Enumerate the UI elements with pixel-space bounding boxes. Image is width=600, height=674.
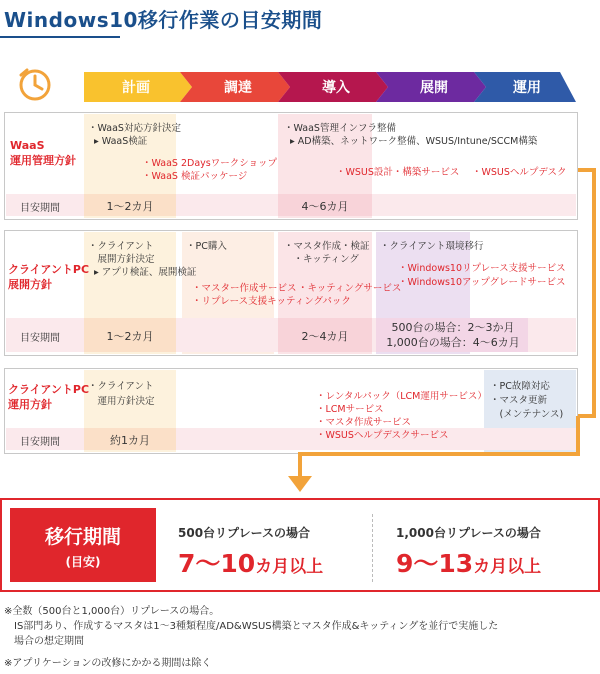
result-label-box bbox=[10, 508, 156, 582]
deploy-rollout-service-1: ・Windows10リプレース支援サービス bbox=[398, 263, 566, 274]
op-service-2: ・LCMサービス bbox=[316, 404, 384, 415]
title-underline bbox=[0, 36, 120, 38]
waas-plan-item-2: ▸ WaaS検証 bbox=[94, 136, 148, 147]
deploy-rollout-service-2: ・Windows10アップグレードサービス bbox=[398, 277, 566, 288]
deploy-period-deploy: 2〜4カ月 bbox=[301, 330, 349, 343]
deployment-title: クライアントPC 展開方針 bbox=[8, 263, 90, 291]
case2-title: 1,000台リプレースの場合 bbox=[396, 526, 541, 540]
case2-number: 9〜13 bbox=[396, 549, 474, 578]
bracket-arrow bbox=[280, 414, 600, 498]
deploy-plan-item-3: ▸ アプリ検証、展開検証 bbox=[94, 267, 197, 278]
phase-rollout: 展開 bbox=[420, 80, 448, 96]
waas-plan-item-1: ・WaaS対応方針決定 bbox=[88, 123, 181, 134]
deploy-rollout-item: ・クライアント環境移行 bbox=[380, 241, 484, 252]
op-operate-item-2: ・マスタ更新 bbox=[490, 395, 548, 406]
deploy-procure-service-1: ・マスター作成サービス bbox=[192, 283, 297, 294]
waas-title: WaaS 運用管理方針 bbox=[10, 139, 76, 167]
page-title: Windows10移行作業の目安期間 bbox=[4, 8, 323, 32]
op-service-4: ・WSUSヘルプデスクサービス bbox=[316, 430, 449, 441]
deploy-period-label: 目安期間 bbox=[20, 333, 60, 344]
note-3: 場合の想定期間 bbox=[4, 636, 84, 647]
case1-number: 7〜10 bbox=[178, 549, 256, 578]
waas-period-plan: 1〜2カ月 bbox=[106, 200, 154, 213]
deploy-procure-service-2: ・リプレース支援キッティングパック bbox=[192, 296, 351, 307]
op-operate-item-3: (メンテナンス) bbox=[490, 409, 564, 420]
case1-value bbox=[178, 544, 323, 580]
result-label: 移行期間 bbox=[44, 526, 121, 548]
clock-icon bbox=[17, 66, 53, 102]
deploy-period-plan: 1〜2カ月 bbox=[106, 330, 154, 343]
waas-deploy-item-2: ▸ AD構築、ネットワーク整備、WSUS/Intune/SCCM構築 bbox=[290, 136, 538, 147]
phase-plan: 計画 bbox=[122, 80, 150, 96]
op-operate-item-1: ・PC故障対応 bbox=[490, 381, 550, 392]
deploy-deploy-service: ・キッティングサービス bbox=[298, 283, 402, 294]
case1-title: 500台リプレースの場合 bbox=[178, 526, 310, 540]
case2-unit: カ月以上 bbox=[473, 557, 542, 577]
deploy-deploy-item-2: ・キッティング bbox=[284, 254, 359, 265]
waas-deploy-service: ・WSUS設計・構築サービス bbox=[336, 167, 460, 178]
deploy-plan-item-1: ・クライアント bbox=[88, 241, 154, 252]
phase-operate: 運用 bbox=[513, 80, 541, 96]
waas-period-label: 目安期間 bbox=[20, 203, 60, 214]
waas-period-deploy: 4〜6カ月 bbox=[301, 200, 349, 213]
bracket-connector bbox=[578, 168, 596, 418]
waas-plan-service-2: ・WaaS 検証パッケージ bbox=[142, 171, 248, 182]
op-period-plan: 約1カ月 bbox=[110, 434, 150, 447]
op-service-3: ・マスタ作成サービス bbox=[316, 417, 412, 428]
result-divider bbox=[372, 514, 373, 582]
op-period-label: 目安期間 bbox=[20, 437, 60, 448]
deploy-rollout-period-500: 500台の場合：2〜3か月 bbox=[391, 321, 515, 334]
case1-unit: カ月以上 bbox=[255, 557, 324, 577]
deploy-procure-item: ・PC購入 bbox=[186, 241, 227, 252]
op-plan-item-1: ・クライアント bbox=[88, 381, 154, 392]
op-plan-item-2: 運用方針決定 bbox=[88, 396, 155, 407]
note-2: IS部門あり、作成するマスタは1〜3種類程度/AD&WSUS構築とマスタ作成&キッティングを並行で実施した bbox=[4, 621, 499, 632]
waas-deploy-item-1: ・WaaS管理インフラ整備 bbox=[284, 123, 396, 134]
op-service-1: ・レンタルパック（LCM運用サービス） bbox=[316, 391, 487, 402]
phase-deploy: 導入 bbox=[322, 80, 350, 96]
phase-procure: 調達 bbox=[224, 80, 252, 96]
note-4: ※アプリケーションの改修にかかる期間は除く bbox=[4, 658, 212, 669]
note-1: ※全数（500台と1,000台）リプレースの場合。 bbox=[4, 606, 220, 617]
case2-value bbox=[396, 544, 541, 580]
operation-title: クライアントPC 運用方針 bbox=[8, 383, 90, 411]
waas-plan-service-1: ・WaaS 2Daysワークショップ bbox=[142, 158, 278, 169]
deploy-rollout-period-1000: 1,000台の場合：4〜6カ月 bbox=[386, 336, 520, 349]
result-sublabel: (目安) bbox=[65, 555, 101, 569]
deploy-plan-item-2: 展開方針決定 bbox=[88, 254, 155, 265]
deploy-deploy-item-1: ・マスタ作成・検証 bbox=[284, 241, 370, 252]
waas-operate-service: ・WSUSヘルプデスク bbox=[472, 167, 567, 178]
